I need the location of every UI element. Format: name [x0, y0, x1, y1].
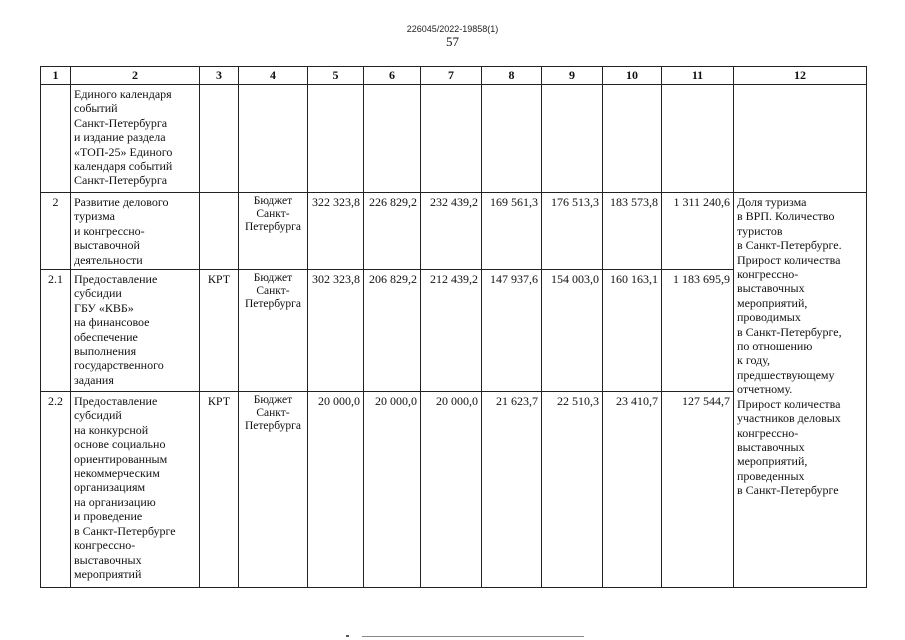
column-header: 2 [71, 67, 200, 85]
funding-source: Бюджет Санкт-Петербурга [239, 193, 308, 270]
column-header: 6 [364, 67, 421, 85]
value-col8: 169 561,3 [482, 193, 542, 270]
value-col5 [308, 85, 364, 193]
column-header: 7 [421, 67, 482, 85]
column-header: 10 [603, 67, 662, 85]
document-number: 226045/2022-19858(1) [406, 24, 499, 34]
value-col6: 20 000,0 [364, 392, 421, 588]
header-row [41, 67, 867, 85]
scan-artifact [346, 635, 349, 637]
column-header: 8 [482, 67, 542, 85]
value-col5: 302 323,8 [308, 270, 364, 392]
executor [200, 85, 239, 193]
column-header: 1 [41, 67, 71, 85]
value-col9: 22 510,3 [542, 392, 603, 588]
measure-name: Предоставление субсидии ГБУ «КВБ» на финансовое обеспечение выполнения государственного задания [71, 270, 200, 392]
value-col10 [603, 85, 662, 193]
measure-name: Единого календаря событий Санкт-Петербурга и издание раздела «ТОП-25» Единого календаря событий Санкт-Петербурга [71, 85, 200, 193]
program-table [40, 66, 867, 588]
value-total: 1 311 240,6 [662, 193, 734, 270]
value-total [662, 85, 734, 193]
column-header: 4 [239, 67, 308, 85]
column-header: 12 [734, 67, 867, 85]
row-number [41, 85, 71, 193]
page-number: 57 [446, 34, 459, 49]
value-col10: 160 163,1 [603, 270, 662, 392]
row-number: 2.2 [41, 392, 71, 588]
row-number: 2.1 [41, 270, 71, 392]
table-row [41, 193, 867, 270]
funding-source [239, 85, 308, 193]
executor: КРТ [200, 270, 239, 392]
measure-name: Развитие делового туризма и конгрессно- выставочной деятельности [71, 193, 200, 270]
value-col6 [364, 85, 421, 193]
indicator-empty [734, 85, 867, 193]
value-col8: 21 623,7 [482, 392, 542, 588]
value-col5: 20 000,0 [308, 392, 364, 588]
measure-name: Предоставление субсидий на конкурсной основе социально ориентированным некоммерческим организациям на организацию и проведение в Санкт-Петербурге конгрессно- выставочных мероприятий [71, 392, 200, 588]
value-col7: 20 000,0 [421, 392, 482, 588]
funding-source: Бюджет Санкт-Петербурга [239, 270, 308, 392]
value-total: 1 183 695,9 [662, 270, 734, 392]
value-col5: 322 323,8 [308, 193, 364, 270]
footer-rule [362, 636, 584, 637]
column-header: 5 [308, 67, 364, 85]
value-col7: 232 439,2 [421, 193, 482, 270]
value-col8 [482, 85, 542, 193]
column-header: 3 [200, 67, 239, 85]
value-col6: 226 829,2 [364, 193, 421, 270]
column-header: 9 [542, 67, 603, 85]
executor: КРТ [200, 392, 239, 588]
value-col9 [542, 85, 603, 193]
column-header: 11 [662, 67, 734, 85]
value-col9: 154 003,0 [542, 270, 603, 392]
row-number: 2 [41, 193, 71, 270]
executor [200, 193, 239, 270]
value-total: 127 544,7 [662, 392, 734, 588]
value-col8: 147 937,6 [482, 270, 542, 392]
value-col6: 206 829,2 [364, 270, 421, 392]
target-indicators: Доля туризма в ВРП. Количество туристов в Санкт-Петербурге. Прирост количества конгрессно- выставочных мероприятий, проводимых в Санкт-Петербурге, по отношению к году, предшествующему отчетному. Прирост количества участников деловых конгрессно- выставочных мероприятий, проведенных в Санкт-Петербурге [734, 193, 867, 588]
value-col10: 23 410,7 [603, 392, 662, 588]
table-row [41, 85, 867, 193]
value-col7 [421, 85, 482, 193]
funding-source: Бюджет Санкт-Петербурга [239, 392, 308, 588]
value-col9: 176 513,3 [542, 193, 603, 270]
value-col7: 212 439,2 [421, 270, 482, 392]
value-col10: 183 573,8 [603, 193, 662, 270]
